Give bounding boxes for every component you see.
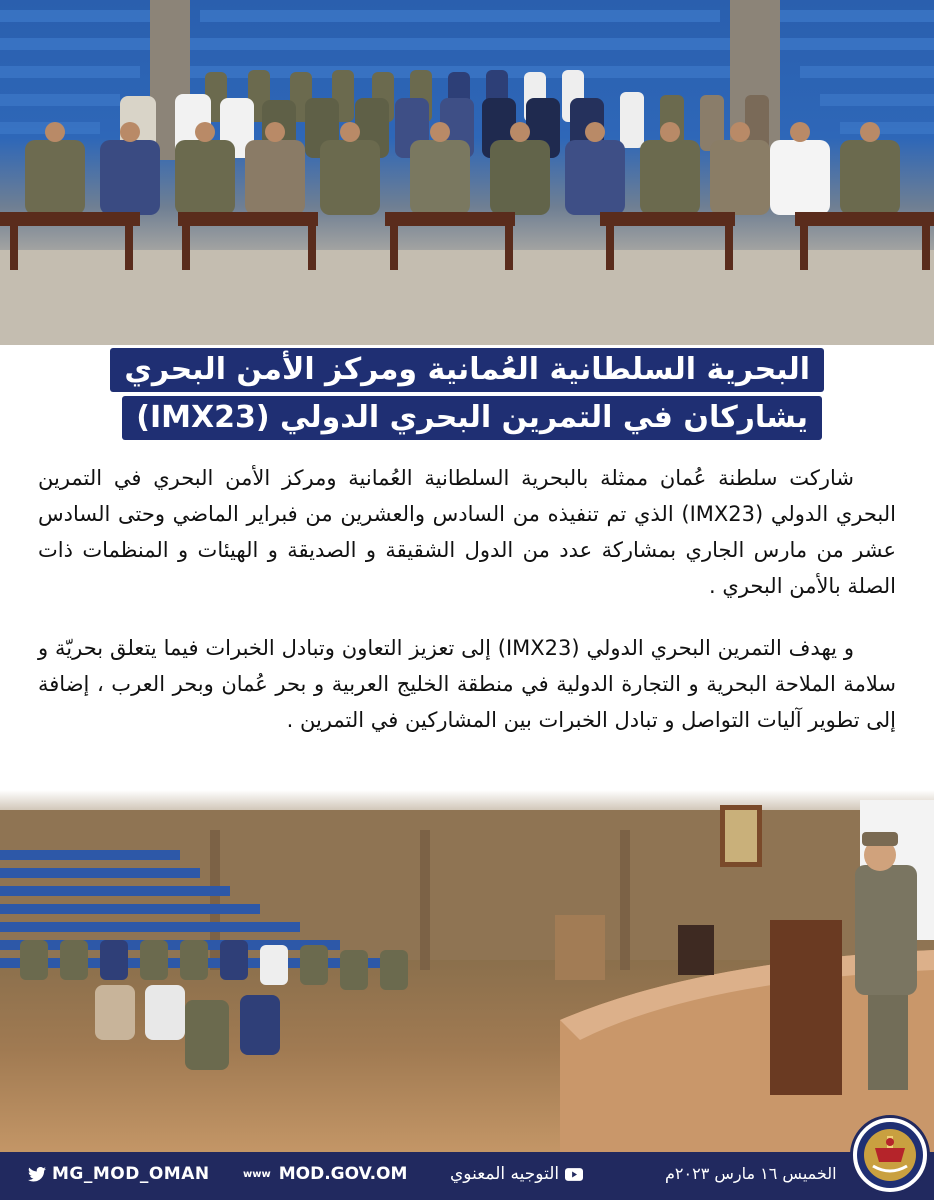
youtube-link[interactable] [450,1164,583,1184]
emblem-graphic [853,1118,927,1192]
twitter-link[interactable] [28,1164,210,1184]
youtube-icon [565,1168,583,1181]
twitter-icon [28,1167,46,1182]
headline [0,340,934,450]
top-photo-group-officers [0,0,934,345]
bottom-photo-lecture-hall [0,790,934,1160]
twitter-handle-text: MG_MOD_OMAN [52,1164,210,1184]
website-link[interactable] [243,1164,407,1184]
headline-line-1: البحرية السلطانية العُمانية ومركز الأمن البحري [110,348,824,392]
headline-line-2: يشاركان في التمرين البحري الدولي (IMX23) [122,396,822,440]
article-body [38,460,896,764]
www-label: www [243,1168,271,1180]
article-paragraph-1: شاركت سلطنة عُمان ممثلة بالبحرية السلطانية العُمانية ومركز الأمن البحري في التمرين البحري الدولي (IMX23) الذي تم تنفيذه من السادس والعشرين من فبراير الماضي وحتى السادس عشر من مارس الجاري بمشاركة عدد من الدول الشقيقة و الصديقة و الهيئات و المنظمات ذات الصلة بالأمن البحري . [38,466,896,598]
article-paragraph-2: و يهدف التمرين البحري الدولي (IMX23) إلى تعزيز التعاون وتبادل الخبرات فيما يتعلق بحريّة و سلامة الملاحة البحرية و التجارة الدولية في منطقة الخليج العربية و بحر عُمان وبحر العرب ، إضافة إلى تطوير آليات التواصل و تبادل الخبرات بين المشاركين في التمرين . [38,636,896,732]
website-text: MOD.GOV.OM [278,1164,408,1184]
unit-name-text: التوجيه المعنوي [450,1164,560,1184]
group-photo-illustration [0,0,934,345]
oman-navy-emblem-icon [850,1115,930,1195]
lecture-hall-illustration [0,790,934,1160]
publish-date: الخميس ١٦ مارس ٢٠٢٣م [665,1164,837,1183]
footer-bar [0,1152,934,1200]
